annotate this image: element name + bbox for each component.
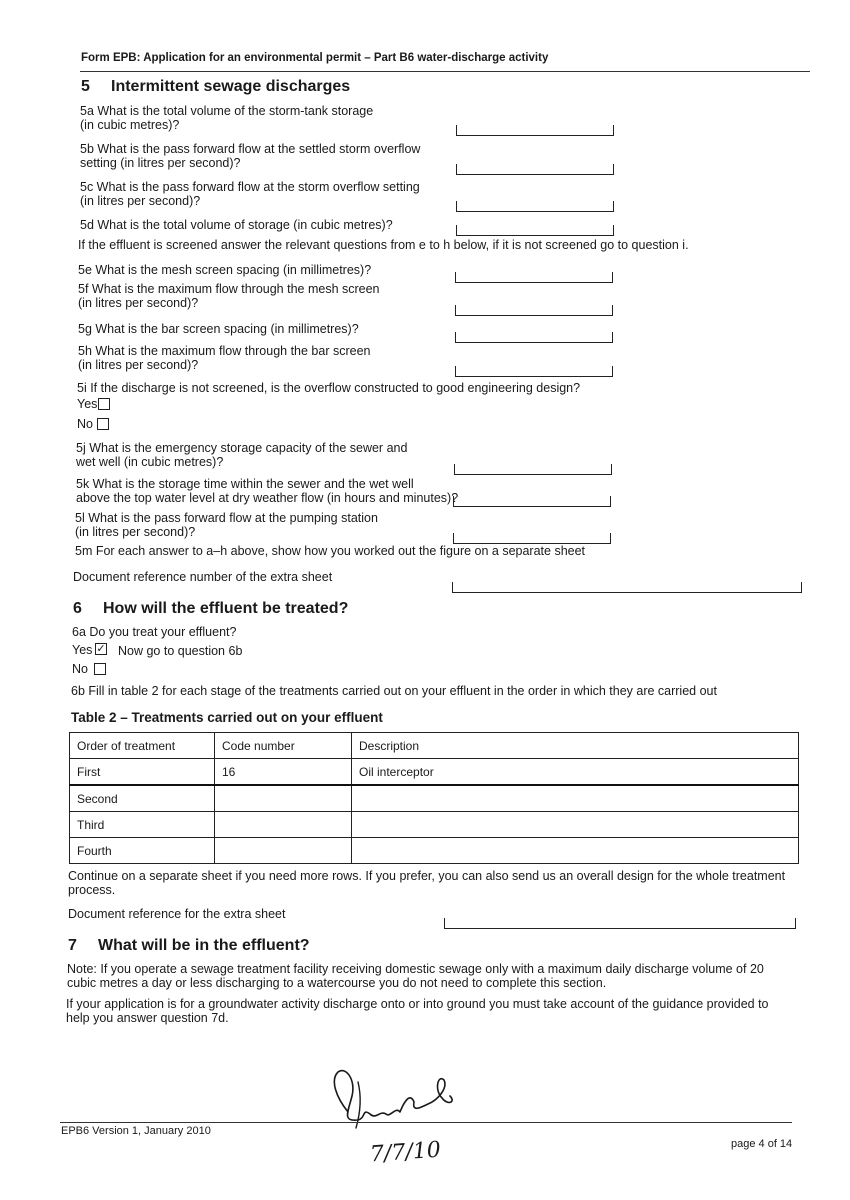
table-cell-description[interactable]: Oil interceptor bbox=[352, 759, 799, 786]
question-6a: 6a Do you treat your effluent? bbox=[72, 625, 237, 639]
q6a-yes-label: Yes bbox=[72, 643, 93, 657]
table-header-order: Order of treatment bbox=[70, 733, 215, 759]
q6a-no-label: No bbox=[72, 662, 88, 676]
header-rule bbox=[80, 71, 810, 72]
table-continue-note: Continue on a separate sheet if you need more rows. If you prefer, you can also send us an overall design for the whole treatment process. bbox=[68, 869, 786, 897]
question-5j: 5j What is the emergency storage capacity of the sewer and wet well (in cubic metres)? bbox=[76, 441, 408, 469]
table-row bbox=[70, 838, 799, 864]
answer-5j-field[interactable] bbox=[454, 464, 612, 475]
section-5-number: 5 bbox=[81, 78, 90, 95]
footer-version: EPB6 Version 1, January 2010 bbox=[61, 1125, 211, 1137]
q5i-yes-label: Yes bbox=[77, 397, 98, 411]
section-6-doc-ref-label: Document reference for the extra sheet bbox=[68, 907, 286, 921]
checkmark-icon: ✓ bbox=[96, 643, 106, 655]
section-5-title: Intermittent sewage discharges bbox=[111, 78, 351, 95]
question-5c: 5c What is the pass forward flow at the storm overflow setting (in litres per second)? bbox=[80, 180, 420, 208]
section-7-number: 7 bbox=[68, 937, 77, 954]
section-7-groundwater-note: If your application is for a groundwater activity discharge onto or into ground you must take account of the guidance provided to help you answer question 7d. bbox=[66, 997, 769, 1025]
question-5i: 5i If the discharge is not screened, is the overflow constructed to good engineering design? bbox=[77, 381, 581, 395]
screen-instruction: If the effluent is screened answer the relevant questions from e to h below, if it is not screened go to question i. bbox=[78, 238, 689, 252]
q6a-yes-checkbox[interactable] bbox=[95, 643, 107, 655]
table-row bbox=[70, 759, 799, 786]
q5i-no-label: No bbox=[77, 417, 93, 431]
answer-5f-field[interactable] bbox=[455, 305, 613, 316]
question-5g: 5g What is the bar screen spacing (in millimetres)? bbox=[78, 322, 359, 336]
answer-5l-field[interactable] bbox=[453, 533, 611, 544]
footer-page-number: page 4 of 14 bbox=[731, 1138, 793, 1150]
table-cell-code[interactable]: 16 bbox=[215, 759, 352, 786]
footer-rule bbox=[60, 1122, 792, 1123]
section-7-note: Note: If you operate a sewage treatment facility receiving domestic sewage only with a maximum daily discharge volume of 20 cubic metres a day or less discharging to a watercourse you do not need to complete this section. bbox=[67, 962, 764, 990]
q6a-yes-followup: Now go to question 6b bbox=[118, 644, 243, 658]
table-header-row bbox=[70, 733, 799, 759]
table-cell-description[interactable] bbox=[352, 785, 799, 812]
table-cell-order: Fourth bbox=[70, 838, 215, 864]
answer-5b-field[interactable] bbox=[456, 164, 614, 175]
table-cell-order: Third bbox=[70, 812, 215, 838]
table-2-title: Table 2 – Treatments carried out on your effluent bbox=[71, 710, 383, 725]
table-cell-code[interactable] bbox=[215, 785, 352, 812]
question-5d: 5d What is the total volume of storage (in cubic metres)? bbox=[80, 218, 393, 232]
answer-5h-field[interactable] bbox=[455, 366, 613, 377]
section-5-doc-ref-field[interactable] bbox=[452, 582, 802, 593]
treatments-table bbox=[69, 732, 799, 864]
section-6-doc-ref-field[interactable] bbox=[444, 918, 796, 929]
answer-5a-field[interactable] bbox=[456, 125, 614, 136]
section-6-title: How will the effluent be treated? bbox=[103, 600, 349, 617]
question-5e: 5e What is the mesh screen spacing (in millimetres)? bbox=[78, 263, 372, 277]
table-row bbox=[70, 785, 799, 812]
section-5-doc-ref-label: Document reference number of the extra sheet bbox=[73, 570, 333, 584]
question-5l: 5l What is the pass forward flow at the pumping station (in litres per second)? bbox=[75, 511, 378, 539]
table-cell-order: First bbox=[70, 759, 215, 786]
section-7-title: What will be in the effluent? bbox=[98, 937, 310, 954]
question-5h: 5h What is the maximum flow through the bar screen (in litres per second)? bbox=[78, 344, 371, 372]
table-cell-description[interactable] bbox=[352, 838, 799, 864]
q6a-no-checkbox[interactable] bbox=[94, 663, 106, 675]
question-5m: 5m For each answer to a–h above, show how you worked out the figure on a separate sheet bbox=[75, 544, 586, 558]
q5i-yes-checkbox[interactable] bbox=[98, 398, 110, 410]
table-header-code: Code number bbox=[215, 733, 352, 759]
question-5k: 5k What is the storage time within the sewer and the wet well above the top water level at dry weather flow (in hours and minutes)? bbox=[76, 477, 459, 505]
table-cell-code[interactable] bbox=[215, 838, 352, 864]
question-6b: 6b Fill in table 2 for each stage of the treatments carried out on your effluent in the order in which they are carried out bbox=[71, 684, 717, 698]
answer-5g-field[interactable] bbox=[455, 332, 613, 343]
answer-5d-field[interactable] bbox=[456, 225, 614, 236]
answer-5k-field[interactable] bbox=[453, 496, 611, 507]
answer-5c-field[interactable] bbox=[456, 201, 614, 212]
question-5b: 5b What is the pass forward flow at the settled storm overflow setting (in litres per second)? bbox=[80, 142, 421, 170]
handwritten-date: 7/7/10 bbox=[369, 1137, 442, 1168]
question-5f: 5f What is the maximum flow through the mesh screen (in litres per second)? bbox=[78, 282, 380, 310]
question-5a: 5a What is the total volume of the storm-tank storage (in cubic metres)? bbox=[80, 104, 374, 132]
answer-5e-field[interactable] bbox=[455, 272, 613, 283]
table-cell-description[interactable] bbox=[352, 812, 799, 838]
q5i-no-checkbox[interactable] bbox=[97, 418, 109, 430]
form-title: Form EPB: Application for an environmental permit – Part B6 water-discharge activity bbox=[81, 52, 549, 64]
table-cell-order: Second bbox=[70, 785, 215, 812]
section-6-number: 6 bbox=[73, 600, 82, 617]
table-cell-code[interactable] bbox=[215, 812, 352, 838]
table-row bbox=[70, 812, 799, 838]
table-header-description: Description bbox=[352, 733, 799, 759]
